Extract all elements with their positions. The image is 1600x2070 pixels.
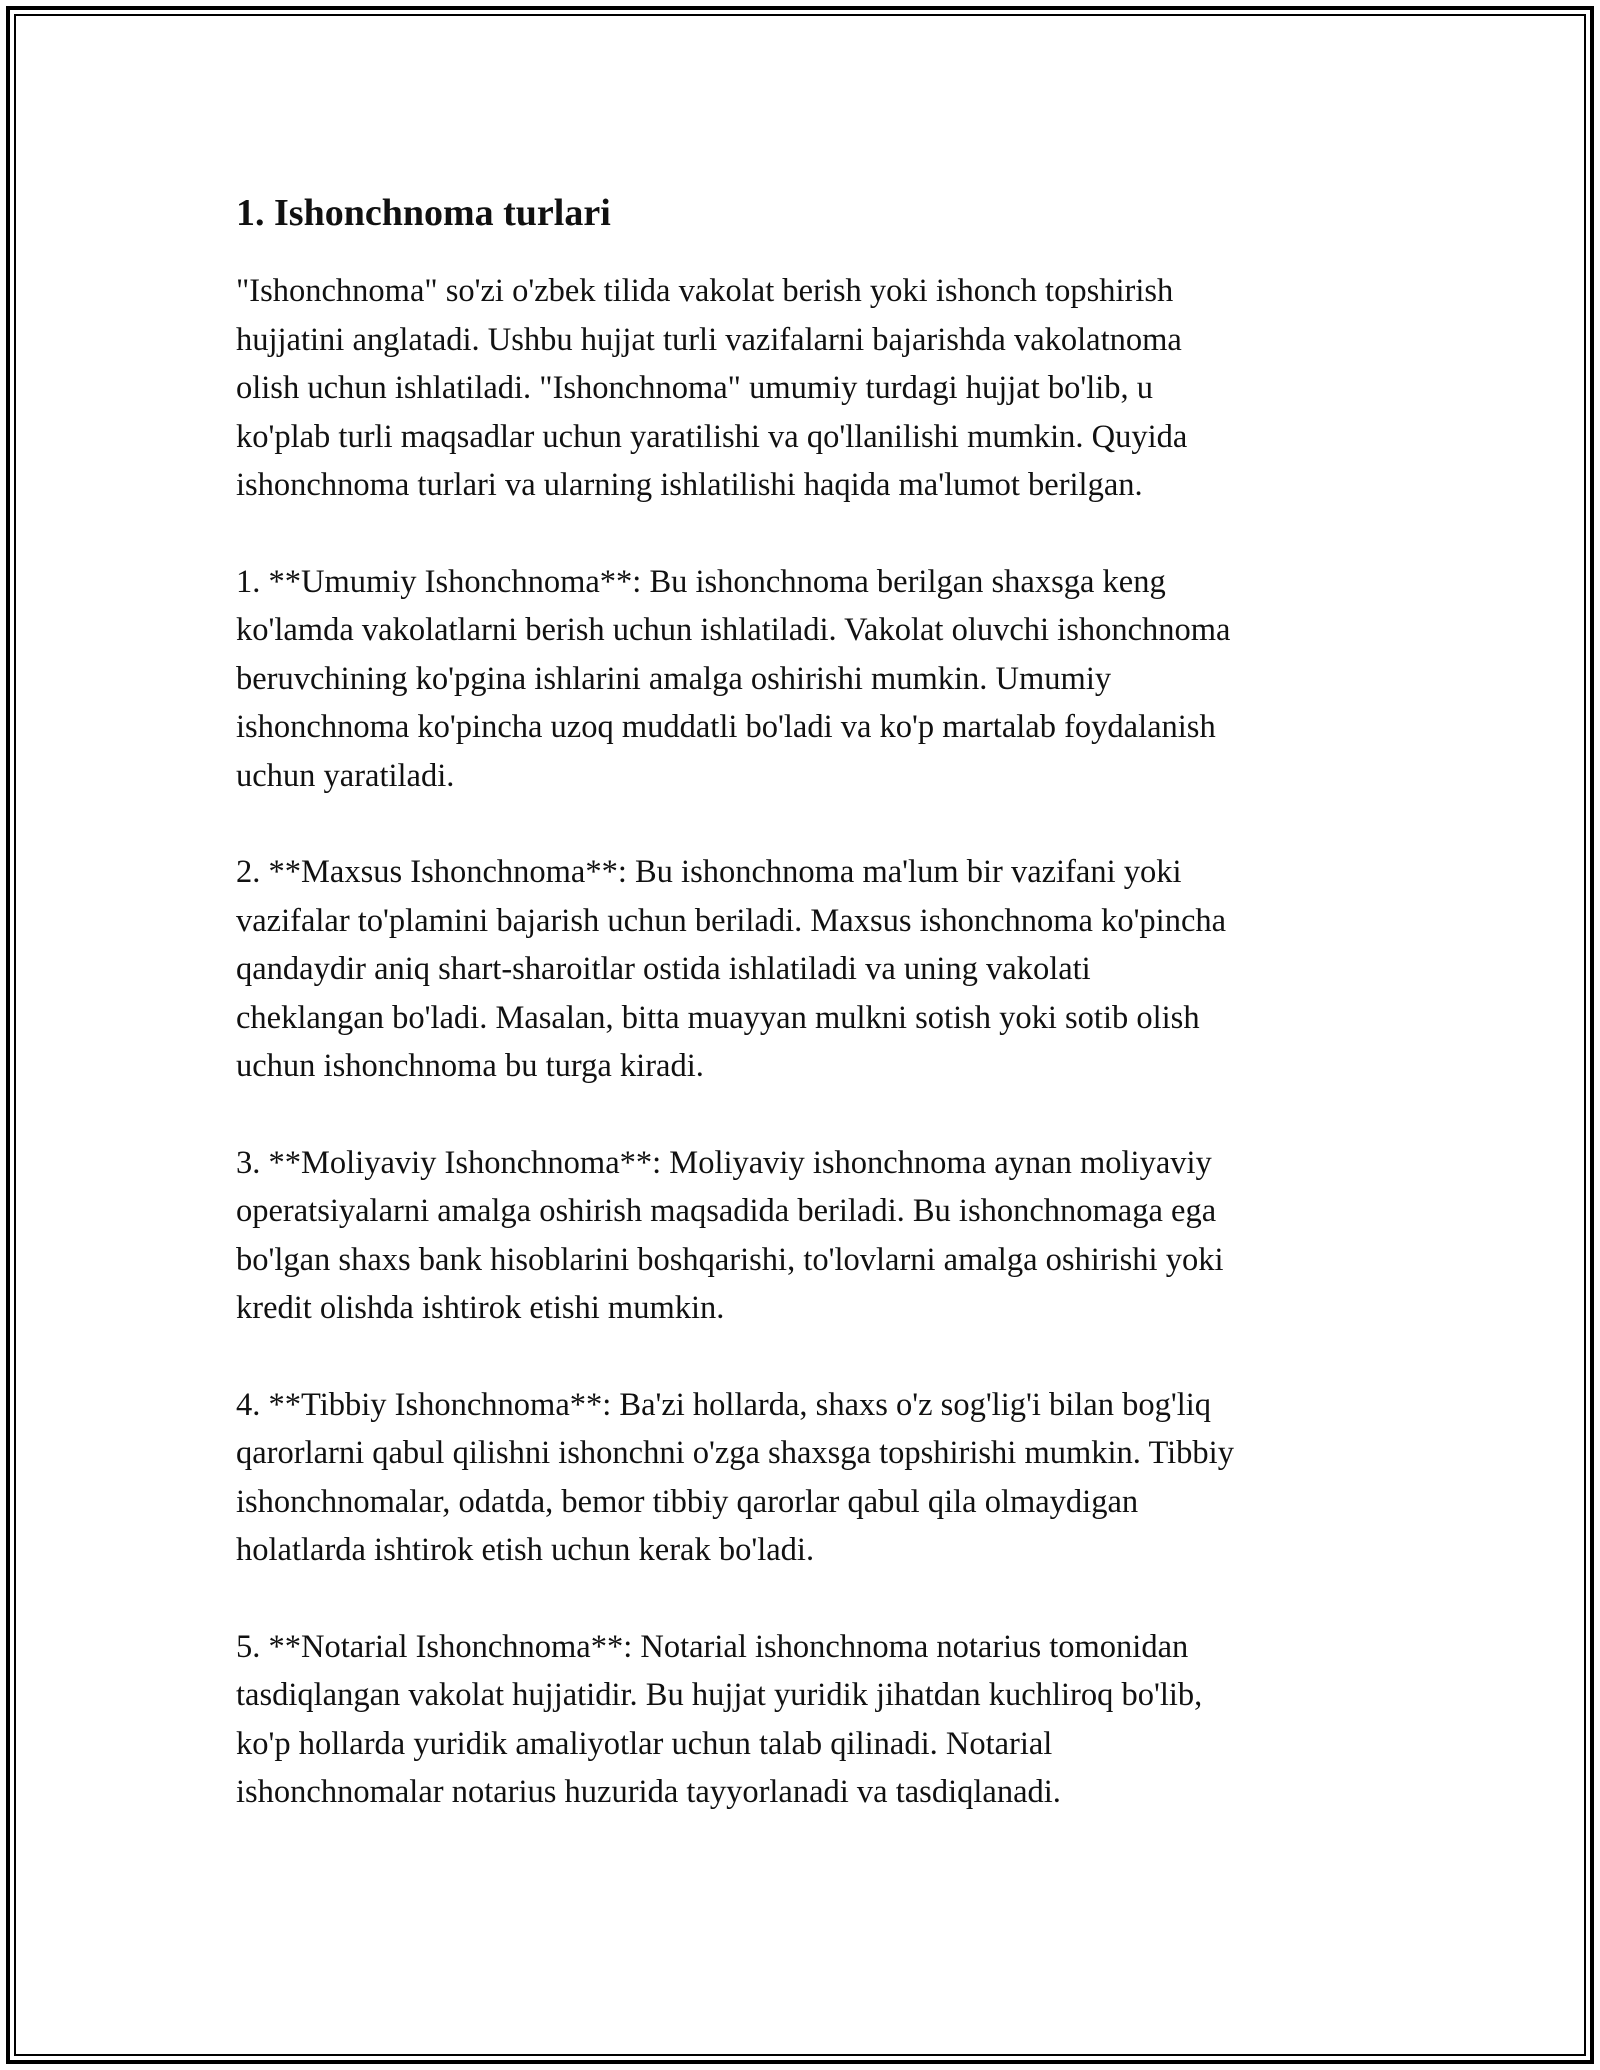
text-line: ishonchnomalar notarius huzurida tayyorlanadi va tasdiqlanadi. bbox=[236, 1774, 1061, 1810]
text-line: ko'p hollarda yuridik amaliyotlar uchun talab qilinadi. Notarial bbox=[236, 1725, 1053, 1762]
list-item-paragraph bbox=[236, 1623, 1376, 1817]
text-line: bo'lgan shaxs bank hisoblarini boshqarishi, to'lovlarni amalga oshirishi yoki bbox=[236, 1241, 1224, 1278]
text-line: uchun yaratiladi. bbox=[236, 757, 455, 794]
text-line: kredit olishda ishtirok etishi mumkin. bbox=[236, 1290, 725, 1326]
text-line: qarorlarni qabul qilishni ishonchni o'zga shaxsga topshirishi mumkin. Tibbiy bbox=[236, 1435, 1234, 1471]
text-line: ishonchnoma turlari va ularning ishlatilishi haqida ma'lumot berilgan. bbox=[236, 467, 1143, 503]
text-line: ishonchnoma ko'pincha uzoq muddatli bo'ladi va ko'p martalab foydalanish bbox=[236, 709, 1216, 745]
document-body bbox=[236, 185, 1376, 1865]
text-line: operatsiyalarni amalga oshirish maqsadida beriladi. Bu ishonchnomaga ega bbox=[236, 1193, 1217, 1229]
text-line: 5. **Notarial Ishonchnoma**: Notarial ishonchnoma notarius tomonidan bbox=[236, 1628, 1189, 1665]
text-line: 3. **Moliyaviy Ishonchnoma**: Moliyaviy ishonchnoma aynan moliyaviy bbox=[236, 1144, 1212, 1181]
text-line: 2. **Maxsus Ishonchnoma**: Bu ishonchnoma ma'lum bir vazifani yoki bbox=[236, 854, 1182, 890]
text-line: vazifalar to'plamini bajarish uchun beriladi. Maxsus ishonchnoma ko'pincha bbox=[236, 902, 1227, 939]
text-line: cheklangan bo'ladi. Masalan, bitta muayyan mulkni sotish yoki sotib olish bbox=[236, 999, 1200, 1036]
text-line: "Ishonchnoma" so'zi o'zbek tilida vakolat berish yoki ishonch topshirish bbox=[236, 273, 1174, 309]
text-line: qandaydir aniq shart-sharoitlar ostida ishlatiladi va uning vakolati bbox=[236, 951, 1091, 987]
text-line: ko'plab turli maqsadlar uchun yaratilishi va qo'llanilishi mumkin. Quyida bbox=[236, 418, 1188, 455]
text-line: olish uchun ishlatiladi. "Ishonchnoma" umumiy turdagi hujjat bo'lib, u bbox=[236, 370, 1154, 406]
text-line: tasdiqlangan vakolat hujjatidir. Bu hujjat yuridik jihatdan kuchliroq bo'lib, bbox=[236, 1677, 1203, 1713]
document-title: 1. Ishonchnoma turlari bbox=[236, 192, 611, 234]
text-line: ishonchnomalar, odatda, bemor tibbiy qarorlar qabul qila olmaydigan bbox=[236, 1483, 1139, 1520]
list-item-paragraph bbox=[236, 1381, 1376, 1575]
intro-paragraph bbox=[236, 267, 1376, 510]
text-line: beruvchining ko'pgina ishlarini amalga oshirishi mumkin. Umumiy bbox=[236, 660, 1112, 697]
text-line: 4. **Tibbiy Ishonchnoma**: Ba'zi hollarda, shaxs o'z sog'lig'i bilan bog'liq bbox=[236, 1386, 1212, 1423]
list-item-paragraph bbox=[236, 558, 1376, 801]
text-line: uchun ishonchnoma bu turga kiradi. bbox=[236, 1048, 704, 1084]
text-line: hujjatini anglatadi. Ushbu hujjat turli vazifalarni bajarishda vakolatnoma bbox=[236, 321, 1182, 358]
text-line: 1. **Umumiy Ishonchnoma**: Bu ishonchnoma berilgan shaxsga keng bbox=[236, 563, 1166, 600]
list-item-paragraph bbox=[236, 1139, 1376, 1333]
text-line: holatlarda ishtirok etish uchun kerak bo'ladi. bbox=[236, 1532, 815, 1568]
text-line: ko'lamda vakolatlarni berish uchun ishlatiladi. Vakolat oluvchi ishonchnoma bbox=[236, 612, 1231, 648]
list-item-paragraph bbox=[236, 848, 1376, 1091]
